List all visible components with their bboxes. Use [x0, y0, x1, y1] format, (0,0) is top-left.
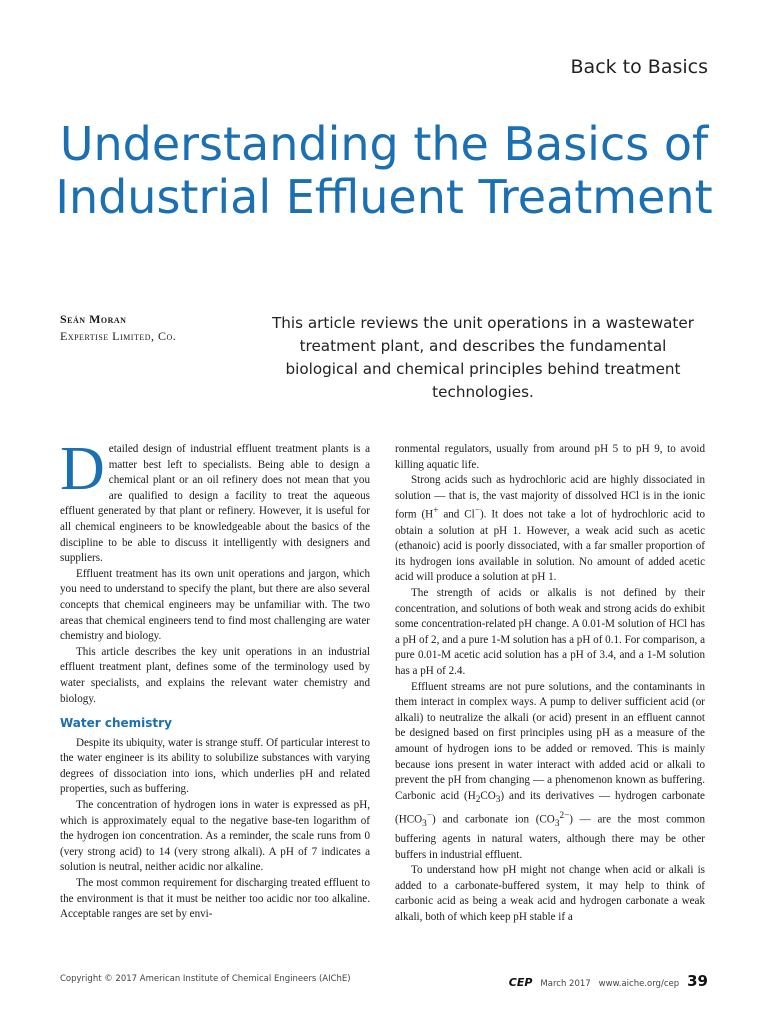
author-name: Seán Moran: [60, 312, 127, 326]
paragraph: Effluent streams are not pure solutions, and the contaminants in them interact in complex ways. A pump to deliver sufficient acid (or alkali) to neutralize the alkali (or acid) present in an effluent cannot be designed based on first principles using pH as a measure of the amount of hydrogen ions to be added or removed. This is mainly because ions present in water interact with added acid or alkali to prevent the pH from changing — a phenomenon known as buffering. Carbonic acid $(H_2CO_3)$ and its derivatives — hydrogen carbonate $(HCO_3^-)$ and carbonate ion $(CO_3^{2-})$ — are the most common buffering agents in natural waters, although there may be other buffers in industrial effluent.: [395, 680, 706, 861]
paragraph: Despite its ubiquity, water is strange stuff. Of particular interest to the water engineer is its ability to solubilize substances with varying degrees of dissociation into ions, which underlies pH and related properties, such as buffering.: [60, 736, 370, 796]
journal-url: www.aiche.org/cep: [598, 979, 680, 989]
article-title: Understanding the Basics of Industrial Effluent Treatment: [55, 117, 713, 224]
paragraph: Effluent treatment has its own unit operations and jargon, which you need to understand to specify the plant, but there are also several concepts that chemical engineers may be unfamiliar with. The two areas that chemical engineers tend to find most challenging are water chemistry and biology.: [60, 567, 370, 643]
footer-right: [509, 972, 708, 990]
paragraph: ronmental regulators, usually from around pH 5 to pH 9, to avoid killing aquatic life.: [395, 443, 705, 471]
issue-date: March 2017: [540, 979, 591, 989]
right-column: [395, 442, 705, 926]
drop-cap: D: [60, 435, 105, 503]
section-label: Back to Basics: [570, 56, 708, 78]
paragraph: This article describes the key unit operations in an industrial effluent treatment plant, defines some of the terminology used by water specialists, and explains the relevant water chemistry and biology.: [60, 645, 370, 705]
paragraph: Strong acids such as hydrochloric acid are highly dissociated in solution — that is, the vast majority of dissolved HCl is in the ionic form (H+ and Cl−). It does not take a lot of hydrochloric acid to obtain a solution at pH 1. However, a weak acid such as acetic (ethanoic) acid is poorly dissociated, with a far smaller proportion of its hydrogen ions available in solution. No amount of added acetic acid will produce a solution at pH 1.: [395, 474, 705, 584]
abstract: This article reviews the unit operations in a wastewater treatment plant, and describes the fundamental biological and chemical principles behind treatment technologies.: [272, 314, 694, 401]
paragraph: Detailed design of industrial effluent treatment plants is a matter best left to specialists. Being able to design a chemical plant or an oil refinery does not mean that you are qualified to design a facility to treat the aqueous effluent generated by that plant or refinery. However, it is useful for all chemical engineers to be knowledgeable about the basics of the discipline to be able to discuss it intelligently with designers and suppliers.: [60, 435, 370, 565]
page-footer: [60, 972, 708, 990]
copyright: Copyright © 2017 American Institute of Chemical Engineers (AIChE): [60, 974, 351, 984]
paragraph: The most common requirement for discharging treated effluent to the environment is that it must be neither too acidic nor too alkaline. Acceptable ranges are set by envi-: [60, 877, 370, 921]
subhead-water-chemistry: Water chemistry: [60, 716, 172, 731]
page-number: 39: [687, 972, 708, 990]
journal-name: CEP: [508, 976, 533, 989]
paragraph: To understand how pH might not change when acid or alkali is added to a carbonate-buffered system, it may help to think of carbonic acid as being a weak acid and hydrogen carbonate a weak alkali, both of which keep pH stable if a: [395, 864, 705, 924]
left-column: [60, 435, 370, 923]
author-affiliation: Expertise Limited, Co.: [60, 329, 177, 343]
paragraph: The strength of acids or alkalis is not defined by their concentration, and solutions of both weak and strong acids do exhibit some concentration-related pH change. A 0.01-M solution of HCl has a pH of 2, and a pure 1-M solution has a pH of 0.1. For comparison, a pure 0.01-M acetic acid solution has a pH of 3.4, and a 1-M solution has a pH of 2.4.: [395, 587, 705, 677]
paragraph: The concentration of hydrogen ions in water is expressed as pH, which is approximately equal to the negative base-ten logarithm of the hydrogen ion concentration. As a reminder, the scale runs from 0 (very strong acid) to 14 (very strong alkali). A pH of 7 indicates a solution is neutral, neither acidic nor alkaline.: [60, 799, 370, 874]
author-block: [60, 312, 176, 344]
